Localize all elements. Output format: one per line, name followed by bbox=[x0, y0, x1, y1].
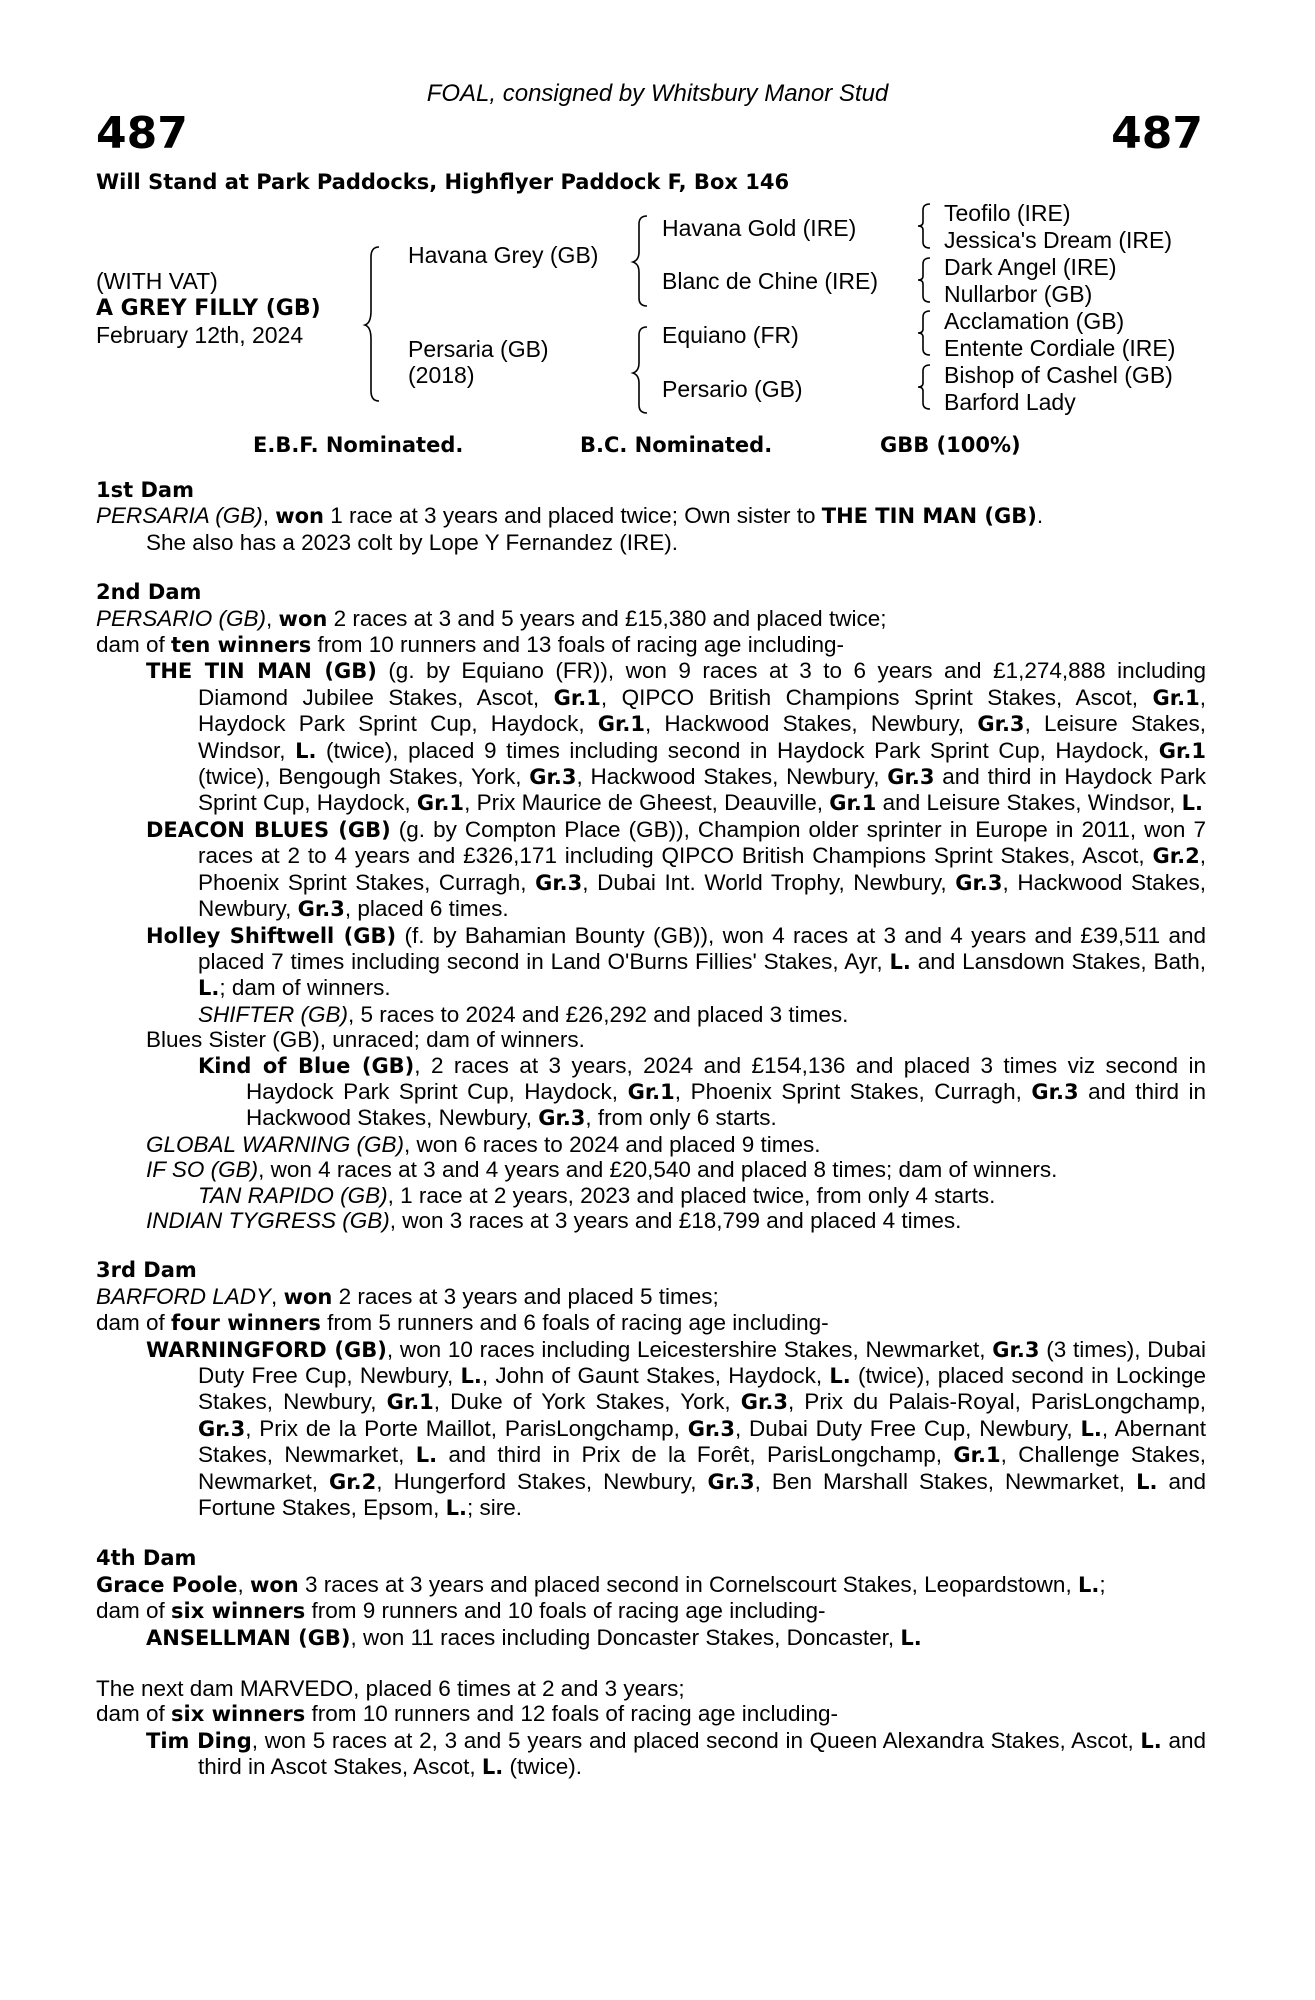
progeny-tim-ding bbox=[96, 1728, 1206, 1781]
bold-run: Gr.2 bbox=[1152, 844, 1200, 869]
bold-run: Gr.3 bbox=[535, 870, 583, 895]
consignor-line: FOAL, consigned by Whitsbury Manor Stud bbox=[426, 80, 889, 107]
next-dam-line bbox=[96, 1676, 1206, 1701]
bold-run: Gr.1 bbox=[597, 712, 645, 737]
pedigree-brace-g1 bbox=[918, 202, 934, 250]
progeny-the-tin-man bbox=[96, 658, 1206, 816]
bold-run: ten winners bbox=[171, 633, 312, 658]
progeny-global-warning bbox=[96, 1132, 1206, 1157]
text-run: and Lansdown Stakes, Bath, bbox=[910, 948, 1206, 974]
second-dam-produce bbox=[96, 632, 1206, 658]
bold-run: Gr.3 bbox=[992, 1337, 1040, 1362]
text-run: and Leisure Stakes, Windsor, bbox=[876, 790, 1182, 816]
bold-run: L. bbox=[1077, 1572, 1100, 1597]
bold-run: L. bbox=[198, 976, 220, 1001]
text-run: and third in Haydock Park Sprint Cup, Haydock, bbox=[198, 764, 1206, 816]
third-dam-heading: 3rd Dam bbox=[96, 1258, 197, 1283]
bold-run: Gr.1 bbox=[953, 1443, 1001, 1468]
pedigree-brace-dam bbox=[633, 325, 653, 415]
granddam-2: Jessica's Dream (IRE) bbox=[944, 227, 1173, 253]
text-run: , placed 6 times. bbox=[344, 896, 509, 922]
bold-run: THE TIN MAN (GB) bbox=[821, 504, 1037, 529]
horse-name: A GREY FILLY (GB) bbox=[96, 296, 321, 321]
stand-location: Will Stand at Park Paddocks, Highflyer Paddock F, Box 146 bbox=[96, 170, 790, 194]
text-run: ; bbox=[1099, 1571, 1106, 1597]
bold-run: Gr.1 bbox=[1152, 685, 1200, 710]
text-run: from 9 runners and 10 foals of racing age including- bbox=[305, 1598, 826, 1624]
second-dam-line bbox=[96, 606, 1206, 632]
text-run: and Fortune Stakes, Epsom, bbox=[198, 1468, 1206, 1521]
bold-run: L. bbox=[829, 1364, 851, 1388]
text-run: dam of bbox=[96, 1701, 172, 1727]
italic-run: TAN RAPIDO (GB) bbox=[198, 1182, 388, 1208]
italic-run: BARFORD LADY bbox=[96, 1283, 272, 1309]
bold-run: Gr.1 bbox=[553, 685, 601, 710]
text-run: , bbox=[271, 1283, 284, 1309]
pedigree-brace-g2 bbox=[918, 256, 934, 304]
bold-run: Gr.3 bbox=[687, 1416, 735, 1441]
sire-dam: Blanc de Chine (IRE) bbox=[662, 268, 879, 294]
bold-run: won bbox=[275, 504, 324, 529]
bold-run: L. bbox=[445, 1496, 467, 1521]
text-run: , Challenge Stakes, Newmarket, bbox=[198, 1442, 1206, 1494]
pedigree-brace-g4 bbox=[918, 363, 934, 411]
italic-run: IF SO (GB) bbox=[146, 1157, 259, 1183]
italic-run: INDIAN TYGRESS (GB) bbox=[146, 1207, 390, 1233]
bold-run: L. bbox=[1181, 791, 1203, 816]
bold-run: Grace Poole bbox=[96, 1572, 238, 1597]
first-dam-line bbox=[96, 503, 1206, 529]
bold-run: Gr.3 bbox=[707, 1469, 755, 1494]
text-run: She also has a 2023 colt by Lope Y Fernandez (IRE). bbox=[146, 529, 679, 555]
progeny-kind-of-blue bbox=[96, 1053, 1206, 1132]
pedigree-brace-main bbox=[365, 245, 385, 405]
text-run: (3 times), Dubai Duty Free Cup, Newbury, bbox=[198, 1336, 1206, 1388]
bold-run: Gr.3 bbox=[297, 897, 345, 922]
bold-run: Gr.1 bbox=[1158, 738, 1206, 763]
bold-run: Gr.1 bbox=[416, 791, 465, 816]
progeny-ansellman bbox=[96, 1625, 1206, 1651]
italic-run: SHIFTER (GB) bbox=[198, 1001, 348, 1027]
text-run: , bbox=[237, 1571, 250, 1597]
text-run: , Prix de la Porte Maillot, ParisLongchamp, bbox=[245, 1415, 688, 1441]
text-run: (twice), placed 9 times including second in Haydock Park Sprint Cup, Haydock, bbox=[316, 737, 1159, 763]
pedigree-brace-g3 bbox=[918, 309, 934, 357]
fourth-dam-line bbox=[96, 1572, 1206, 1598]
text-run: , Hackwood Stakes, Newbury, bbox=[198, 869, 1207, 922]
text-run: ; dam of winners. bbox=[219, 975, 391, 1001]
bold-run: ANSELLMAN (GB) bbox=[146, 1625, 351, 1650]
text-run: , Ben Marshall Stakes, Newmarket, bbox=[754, 1468, 1137, 1494]
dam-name: Persaria (GB) bbox=[408, 336, 549, 362]
gbb-rating: GBB (100%) bbox=[880, 433, 1021, 457]
produce-record bbox=[96, 478, 1206, 1781]
text-run: (g. by Compton Place (GB)), Champion older sprinter in Europe in 2011, won 7 races at 2 to 4 years and £326,171 including QIPCO British Champions Sprint Stakes, Ascot, bbox=[198, 816, 1206, 869]
bold-run: L. bbox=[295, 738, 317, 763]
bold-run: L. bbox=[900, 1625, 922, 1650]
bold-run: WARNINGFORD (GB) bbox=[146, 1337, 387, 1362]
text-run: , from only 6 starts. bbox=[585, 1105, 777, 1131]
bold-run: Gr.3 bbox=[740, 1390, 788, 1415]
bold-run: L. bbox=[1136, 1469, 1158, 1494]
sire-sire: Havana Gold (IRE) bbox=[662, 215, 857, 241]
text-run: , Hungerford Stakes, Newbury, bbox=[376, 1468, 708, 1494]
text-run: , Prix du Palais-Royal, ParisLongchamp, bbox=[787, 1389, 1207, 1415]
grandsire-3: Dark Angel (IRE) bbox=[944, 254, 1117, 280]
text-run: , Prix Maurice de Gheest, Deauville, bbox=[464, 790, 830, 816]
lot-number-right: 487 bbox=[1111, 108, 1203, 159]
bold-run: Kind of Blue (GB) bbox=[198, 1053, 415, 1078]
grandsire-5: Acclamation (GB) bbox=[944, 308, 1125, 334]
progeny-if-so bbox=[96, 1157, 1206, 1182]
bold-run: THE TIN MAN (GB) bbox=[146, 659, 377, 684]
granddam-6: Entente Cordiale (IRE) bbox=[944, 335, 1176, 361]
text-run: , Duke of York Stakes, York, bbox=[433, 1389, 741, 1415]
bold-run: Gr.1 bbox=[386, 1390, 434, 1415]
third-dam-line bbox=[96, 1284, 1206, 1310]
grandsire-1: Teofilo (IRE) bbox=[944, 200, 1071, 226]
progeny-indian-tygress bbox=[96, 1208, 1206, 1233]
text-run: , bbox=[266, 605, 279, 631]
foaling-date: February 12th, 2024 bbox=[96, 322, 304, 348]
pedigree-brace-sire bbox=[633, 214, 653, 304]
sire-name: Havana Grey (GB) bbox=[408, 242, 599, 268]
text-run: , 1 race at 2 years, 2023 and placed twice, from only 4 starts. bbox=[387, 1182, 996, 1208]
bold-run: Gr.3 bbox=[198, 1416, 246, 1441]
text-run: , won 11 races including Doncaster Stakes, Doncaster, bbox=[350, 1624, 901, 1650]
text-run: , Leisure Stakes, Windsor, bbox=[198, 711, 1206, 763]
dam-dam: Persario (GB) bbox=[662, 376, 803, 402]
text-run: from 10 runners and 12 foals of racing age including- bbox=[305, 1701, 839, 1727]
text-run: The next dam MARVEDO, placed 6 times at 2 and 3 years; bbox=[96, 1676, 685, 1702]
bold-run: Holley Shiftwell (GB) bbox=[146, 923, 397, 948]
text-run: , Abernant Stakes, Newmarket, bbox=[198, 1415, 1206, 1468]
text-run: , Haydock Park Sprint Cup, Haydock, bbox=[198, 684, 1207, 737]
text-run: dam of bbox=[96, 1310, 172, 1336]
text-run: , 2 races at 3 years, 2024 and £154,136 and placed 3 times viz second in Haydock Park Sprint Cup, Haydock, bbox=[246, 1052, 1207, 1104]
text-run: (g. by Equiano (FR)), won 9 races at 3 to 6 years and £1,274,888 including Diamond Jubilee Stakes, Ascot, bbox=[198, 658, 1206, 710]
bold-run: Gr.3 bbox=[529, 765, 577, 790]
text-run: (twice). bbox=[503, 1754, 582, 1780]
bold-run: L. bbox=[1080, 1416, 1102, 1441]
bold-run: six winners bbox=[171, 1702, 306, 1727]
second-dam-heading: 2nd Dam bbox=[96, 580, 202, 605]
text-run: ; sire. bbox=[466, 1495, 522, 1521]
first-dam-heading: 1st Dam bbox=[96, 478, 194, 502]
text-run: 3 races at 3 years and placed second in Cornelscourt Stakes, Leopardstown, bbox=[298, 1571, 1078, 1597]
bold-run: L. bbox=[889, 949, 911, 974]
bold-run: six winners bbox=[171, 1599, 306, 1624]
text-run: . bbox=[1036, 503, 1044, 529]
progeny-holley-shiftwell bbox=[96, 923, 1206, 1002]
italic-run: PERSARIO (GB) bbox=[96, 605, 267, 631]
progeny-blues-sister bbox=[96, 1027, 1206, 1052]
bold-run: Gr.3 bbox=[955, 870, 1003, 895]
text-run: , Hackwood Stakes, Newbury, bbox=[576, 764, 888, 790]
bold-run: L. bbox=[481, 1755, 504, 1780]
text-run: (f. by Bahamian Bounty (GB)), won 4 races at 3 and 4 years and £39,511 and placed 7 times including second in Land O'Burns Fillies' Stakes, Ayr, bbox=[198, 922, 1206, 974]
bold-run: won bbox=[278, 606, 328, 631]
text-run: , Phoenix Sprint Stakes, Curragh, bbox=[198, 843, 1206, 895]
text-run: , won 5 races at 2, 3 and 5 years and placed second in Queen Alexandra Stakes, Ascot, bbox=[251, 1727, 1141, 1753]
text-run: , won 10 races including Leicestershire Stakes, Newmarket, bbox=[386, 1336, 993, 1362]
text-run: , won 4 races at 3 and 4 years and £20,540 and placed 8 times; dam of winners. bbox=[258, 1157, 1058, 1183]
italic-run: PERSARIA (GB) bbox=[96, 503, 263, 529]
progeny-warningford bbox=[96, 1337, 1206, 1522]
progeny-shifter bbox=[96, 1002, 1206, 1027]
text-run: 2 races at 3 years and placed 5 times; bbox=[332, 1283, 719, 1309]
text-run: 2 races at 3 and 5 years and £15,380 and placed twice; bbox=[327, 605, 887, 631]
next-dam-produce bbox=[96, 1701, 1206, 1727]
italic-run: GLOBAL WARNING (GB) bbox=[146, 1131, 404, 1157]
progeny-deacon-blues bbox=[96, 817, 1206, 923]
text-run: (twice), Bengough Stakes, York, bbox=[198, 764, 530, 790]
bc-nomination: B.C. Nominated. bbox=[580, 433, 773, 457]
bold-run: L. bbox=[460, 1364, 482, 1388]
text-run: , Dubai Duty Free Cup, Newbury, bbox=[734, 1415, 1081, 1441]
bold-run: Gr.3 bbox=[977, 712, 1025, 737]
bold-run: won bbox=[249, 1572, 299, 1597]
third-dam-produce bbox=[96, 1310, 1206, 1336]
bold-run: won bbox=[283, 1284, 333, 1309]
granddam-8: Barford Lady bbox=[944, 389, 1076, 415]
granddam-4: Nullarbor (GB) bbox=[944, 281, 1093, 307]
text-run: , bbox=[262, 503, 276, 529]
dam-year: (2018) bbox=[408, 362, 475, 388]
bold-run: Gr.3 bbox=[538, 1106, 586, 1131]
text-run: , 5 races to 2024 and £26,292 and placed 3 times. bbox=[348, 1001, 849, 1027]
text-run: , won 6 races to 2024 and placed 9 times. bbox=[403, 1131, 821, 1157]
lot-number-left: 487 bbox=[96, 108, 188, 159]
bold-run: L. bbox=[415, 1443, 438, 1468]
text-run: and third in Ascot Stakes, Ascot, bbox=[198, 1727, 1207, 1780]
text-run: dam of bbox=[96, 1598, 172, 1624]
text-run: dam of bbox=[96, 632, 172, 658]
text-run: Blues Sister (GB), unraced; dam of winners. bbox=[146, 1027, 585, 1053]
bold-run: Gr.3 bbox=[1031, 1079, 1079, 1104]
bold-run: Tim Ding bbox=[146, 1728, 252, 1753]
text-run: and third in Hackwood Stakes, Newbury, bbox=[246, 1078, 1207, 1131]
bold-run: four winners bbox=[171, 1311, 321, 1336]
text-run: from 5 runners and 6 foals of racing age including- bbox=[320, 1310, 829, 1336]
progeny-tan-rapido bbox=[96, 1183, 1206, 1208]
vat-note: (WITH VAT) bbox=[96, 268, 218, 294]
text-run: (twice), placed second in Lockinge Stakes, Newbury, bbox=[198, 1363, 1206, 1415]
bold-run: Gr.2 bbox=[329, 1469, 377, 1494]
bold-run: DEACON BLUES (GB) bbox=[146, 817, 391, 842]
text-run: , John of Gaunt Stakes, Haydock, bbox=[481, 1363, 830, 1388]
text-run: , Hackwood Stakes, Newbury, bbox=[644, 711, 978, 737]
fourth-dam-produce bbox=[96, 1598, 1206, 1624]
bold-run: Gr.1 bbox=[829, 791, 877, 816]
bold-run: Gr.3 bbox=[887, 765, 935, 790]
first-dam-note bbox=[96, 530, 1206, 555]
fourth-dam-heading: 4th Dam bbox=[96, 1546, 197, 1571]
grandsire-7: Bishop of Cashel (GB) bbox=[944, 362, 1173, 388]
text-run: , Dubai Int. World Trophy, Newbury, bbox=[582, 869, 956, 895]
text-run: 1 race at 3 years and placed twice; Own sister to bbox=[324, 503, 822, 529]
text-run: , Phoenix Sprint Stakes, Curragh, bbox=[674, 1078, 1032, 1104]
bold-run: L. bbox=[1140, 1728, 1162, 1753]
ebf-nomination: E.B.F. Nominated. bbox=[253, 433, 464, 457]
dam-sire: Equiano (FR) bbox=[662, 322, 799, 348]
text-run: , won 3 races at 3 years and £18,799 and placed 4 times. bbox=[389, 1207, 962, 1233]
text-run: from 10 runners and 13 foals of racing age including- bbox=[311, 632, 845, 658]
text-run: and third in Prix de la Forêt, ParisLongchamp, bbox=[437, 1442, 954, 1468]
text-run: , QIPCO British Champions Sprint Stakes, Ascot, bbox=[600, 684, 1153, 710]
bold-run: Gr.1 bbox=[627, 1079, 675, 1104]
